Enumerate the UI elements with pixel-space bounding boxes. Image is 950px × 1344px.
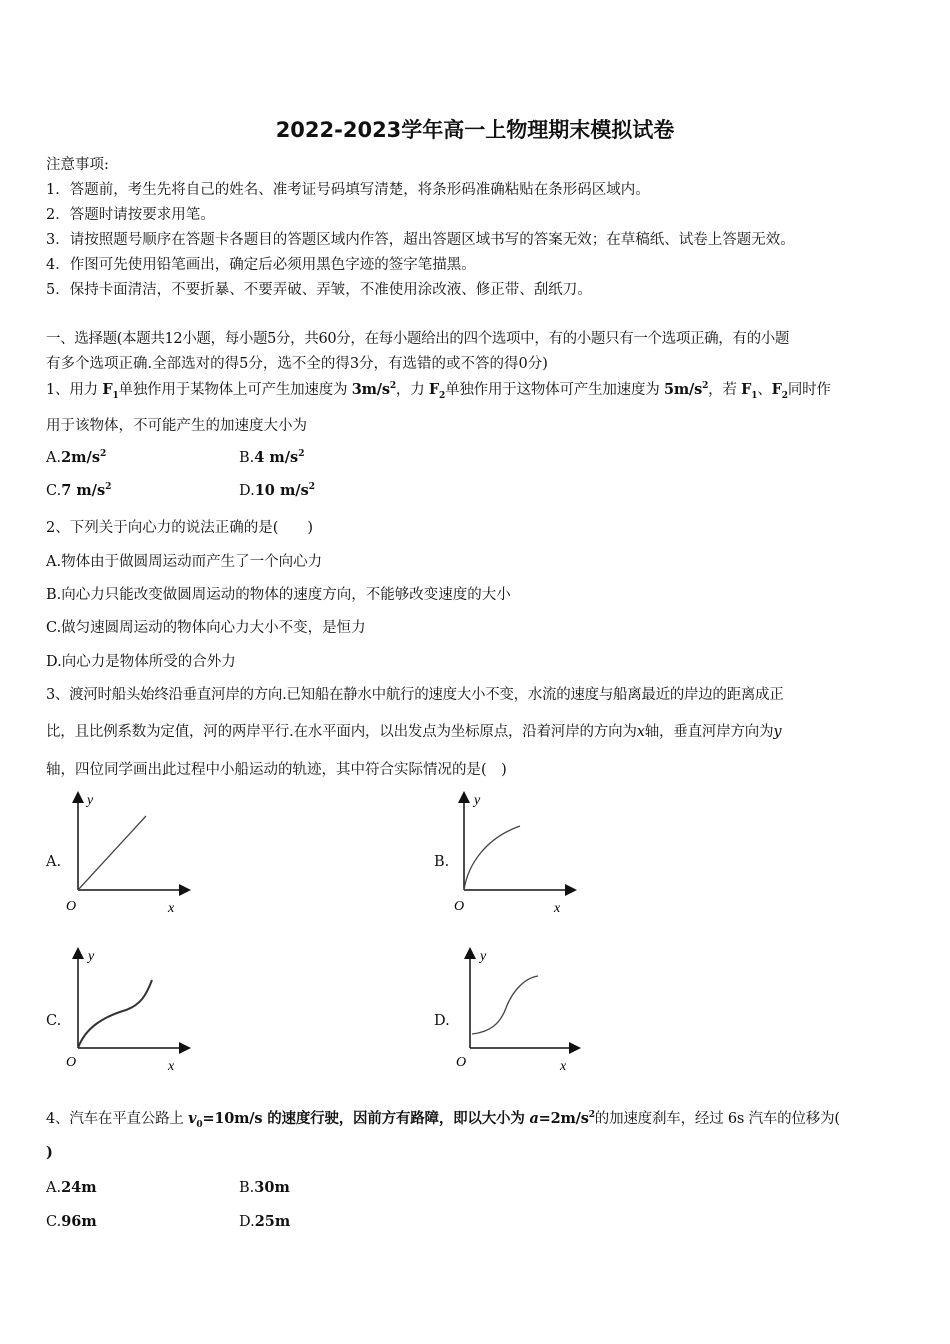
x-axis-label: x (168, 1059, 175, 1074)
q2-option-c[interactable]: C.做匀速圆周运动的物体向心力大小不变，是恒力 (46, 620, 366, 636)
q1-stem-line1: 1、用力 $F_1$单独作用于某物体上可产生加速度为 $3m/s^2$，力 $F_2$单独作用于这物体可产生加速度为 $5m/s^2$，若 $F_1$、$F_2$同时作 (46, 381, 831, 401)
notice-item: 5．保持卡面清洁，不要折暴、不要弄破、弄皱，不准使用涂改液、修正带、刮纸刀。 (46, 282, 592, 298)
trajectory-line (78, 816, 146, 890)
q3-graph-a[interactable] (60, 786, 200, 921)
q3-graph-d[interactable] (446, 944, 586, 1079)
y-axis-label: y (480, 949, 487, 964)
page-title: 2022-2023学年高一上物理期末模拟试卷 (275, 118, 675, 142)
q2-option-a[interactable]: A.物体由于做圆周运动而产生了一个向心力 (46, 554, 323, 570)
section-instructions-line1: 一、选择题(本题共12小题，每小题5分，共60分，在每小题给出的四个选项中，有的小题只有一个选项正确，有的小题 (46, 331, 790, 347)
q1-option-d[interactable]: D.10 $m/s^2$ (239, 482, 316, 499)
q3-option-d[interactable]: D. (434, 1013, 450, 1029)
q4-stem-line1: 4、汽车在平直公路上 $v_0=10m/s$ 的速度行驶，因前方有路障，即以大小为 $a=2m/s^2$的加速度刹车，经过 6s 汽车的位移为( (46, 1110, 840, 1130)
x-axis-label: x (168, 901, 175, 916)
section-instructions-line2: 有多个选项正确.全部选对的得5分，选不全的得3分，有选错的或不答的得0分) (46, 356, 548, 372)
trajectory-curve (78, 980, 152, 1048)
q4-option-a[interactable]: A.24m (46, 1179, 97, 1196)
q4-option-b[interactable]: B.30m (239, 1179, 290, 1196)
q3-stem-line3: 轴，四位同学画出此过程中小船运动的轨迹，其中符合实际情况的是( ) (46, 762, 507, 778)
notice-item: 2．答题时请按要求用笔。 (46, 207, 215, 223)
q4-option-c[interactable]: C.96m (46, 1213, 97, 1230)
trajectory-curve (464, 826, 520, 890)
q3-graph-c[interactable] (60, 944, 200, 1079)
q2-option-d[interactable]: D.向心力是物体所受的合外力 (46, 654, 236, 670)
q1-stem-line2: 用于该物体，不可能产生的加速度大小为 (46, 418, 307, 434)
x-axis-label: x (560, 1059, 567, 1074)
q3-option-b[interactable]: B. (434, 854, 450, 870)
q3-stem-line2: 比，且比例系数为定值，河的两岸平行.在水平面内，以出发点为坐标原点，沿着河岸的方向为x轴，垂直河岸方向为y (46, 724, 782, 740)
notice-item: 3．请按照题号顺序在答题卡各题目的答题区域内作答，超出答题区域书写的答案无效；在草稿纸、试卷上答题无效。 (46, 232, 795, 248)
q3-graph-b[interactable] (446, 786, 586, 921)
q1-option-a[interactable]: $A.2m/s^2$ (46, 449, 107, 466)
q2-option-b[interactable]: B.向心力只能改变做圆周运动的物体的速度方向，不能够改变速度的大小 (46, 587, 511, 603)
y-axis-label: y (474, 793, 481, 808)
q3-option-c[interactable]: C. (46, 1013, 62, 1029)
q4-option-d[interactable]: D.25m (239, 1213, 291, 1230)
y-axis-label: y (87, 793, 94, 808)
q2-stem: 2、下列关于向心力的说法正确的是( ) (46, 520, 314, 536)
notice-item: 4．作图可先使用铅笔画出，确定后必须用黑色字迹的签字笔描黑。 (46, 257, 476, 273)
origin-label: O (66, 1055, 77, 1070)
q4-stem-line2: ) (46, 1144, 53, 1161)
notice-item: 1．答题前，考生先将自己的姓名、准考证号码填写清楚，将条形码准确粘贴在条形码区域内。 (46, 182, 650, 198)
notice-heading: 注意事项: (46, 157, 109, 173)
q1-option-b[interactable]: B.4 $m/s^2$ (239, 449, 305, 466)
y-axis-label: y (88, 949, 95, 964)
x-axis-label: x (554, 901, 561, 916)
q3-option-a[interactable]: A. (46, 854, 62, 870)
origin-label: O (456, 1055, 467, 1070)
q3-stem-line1: 3、渡河时船头始终沿垂直河岸的方向.已知船在静水中航行的速度大小不变，水流的速度与船离最近的岸边的距离成正 (46, 687, 784, 703)
origin-label: O (454, 899, 465, 914)
origin-label: O (66, 899, 77, 914)
trajectory-curve (472, 976, 538, 1034)
q1-option-c[interactable]: C.7 $m/s^2$ (46, 482, 112, 499)
